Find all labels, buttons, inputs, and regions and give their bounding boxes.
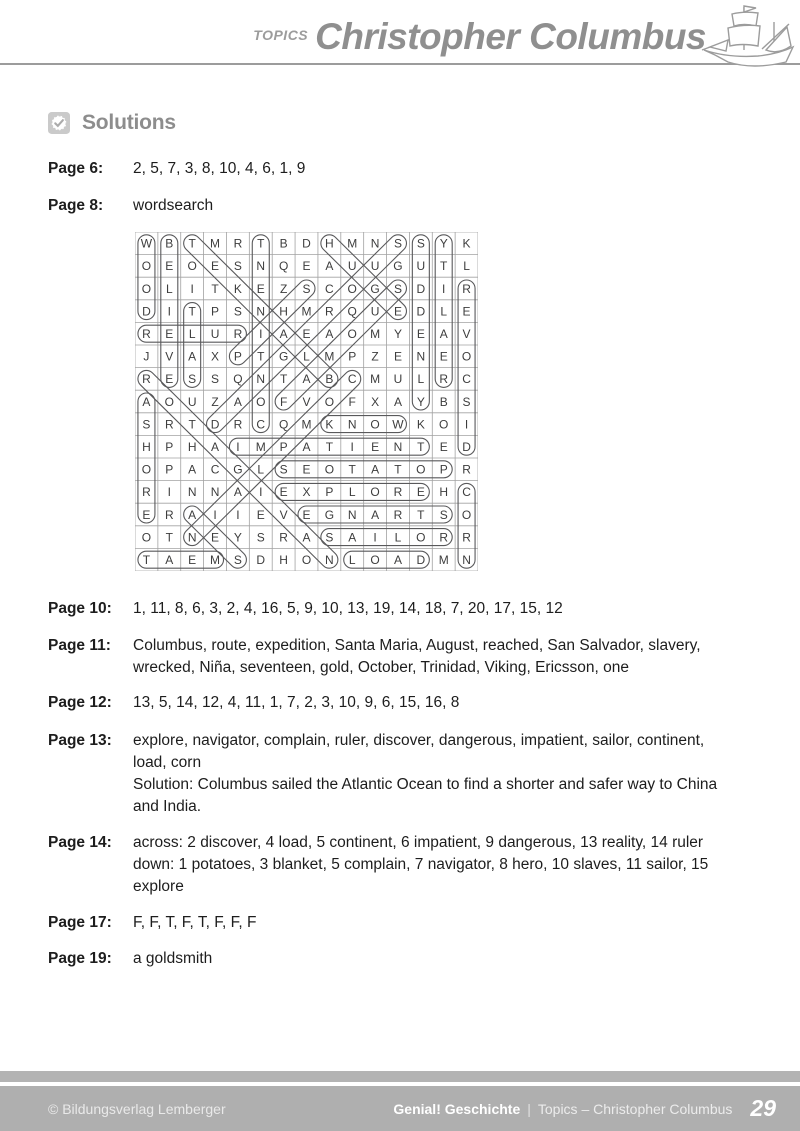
svg-text:C: C	[462, 485, 471, 500]
svg-text:I: I	[350, 440, 354, 454]
entry-page-label: Page 12:	[48, 694, 112, 711]
svg-text:L: L	[417, 372, 425, 387]
svg-text:P: P	[325, 485, 334, 500]
svg-text:T: T	[417, 507, 425, 522]
svg-text:N: N	[187, 530, 197, 545]
svg-text:O: O	[141, 462, 152, 477]
svg-text:O: O	[370, 553, 380, 567]
svg-text:T: T	[142, 553, 151, 567]
svg-text:T: T	[394, 462, 402, 477]
svg-text:S: S	[302, 281, 311, 296]
svg-text:B: B	[165, 236, 174, 251]
svg-text:X: X	[302, 485, 311, 500]
svg-text:E: E	[165, 327, 174, 341]
svg-text:T: T	[440, 259, 448, 274]
svg-text:K: K	[416, 417, 425, 432]
svg-text:N: N	[256, 304, 266, 319]
svg-text:T: T	[417, 440, 425, 454]
svg-text:I: I	[442, 281, 446, 296]
svg-text:S: S	[439, 507, 448, 522]
entry-text: explore, navigator, complain, ruler, discover, dangerous, impatient, sailor, continent, load, corn Solution: Columbus sailed the Atlantic Ocean to find a shorter and safer way to China and India.	[133, 732, 718, 815]
svg-text:M: M	[301, 417, 312, 432]
svg-text:O: O	[141, 530, 152, 545]
svg-text:E: E	[256, 507, 265, 522]
svg-text:O: O	[347, 281, 357, 296]
svg-text:S: S	[325, 530, 334, 545]
svg-text:O: O	[347, 327, 357, 341]
svg-text:U: U	[370, 304, 380, 319]
svg-text:M: M	[301, 304, 312, 319]
svg-text:O: O	[256, 394, 266, 409]
svg-text:F: F	[279, 394, 288, 409]
footer-strip	[0, 1071, 800, 1082]
svg-text:A: A	[233, 485, 242, 500]
header-rule	[0, 63, 800, 65]
svg-text:I: I	[464, 417, 469, 432]
svg-text:H: H	[279, 553, 288, 567]
svg-text:S: S	[393, 236, 402, 251]
svg-text:T: T	[279, 372, 288, 387]
svg-text:L: L	[440, 304, 448, 319]
page-number: 29	[750, 1095, 776, 1121]
svg-text:O: O	[324, 394, 335, 409]
svg-text:N: N	[347, 417, 357, 432]
svg-text:R: R	[164, 417, 174, 432]
svg-text:E: E	[302, 327, 311, 341]
footer-band	[0, 1086, 800, 1131]
svg-text:T: T	[325, 440, 334, 454]
svg-text:A: A	[142, 394, 151, 409]
svg-text:E: E	[416, 485, 425, 500]
svg-text:I: I	[373, 530, 377, 545]
svg-text:A: A	[302, 530, 311, 545]
svg-text:E: E	[393, 304, 402, 319]
svg-text:U: U	[393, 372, 403, 387]
svg-text:A: A	[439, 327, 448, 341]
svg-text:G: G	[278, 349, 289, 364]
svg-text:A: A	[233, 394, 242, 409]
svg-text:E: E	[439, 349, 448, 364]
svg-text:D: D	[462, 440, 471, 454]
svg-text:V: V	[165, 349, 174, 364]
svg-text:L: L	[348, 485, 356, 500]
svg-text:Y: Y	[393, 327, 402, 341]
svg-text:U: U	[347, 259, 357, 274]
svg-text:S: S	[142, 417, 151, 432]
svg-text:E: E	[256, 281, 265, 296]
entry-page-label: Page 11:	[48, 637, 111, 654]
svg-text:O: O	[439, 417, 449, 432]
svg-text:Q: Q	[347, 304, 357, 319]
svg-text:K: K	[233, 281, 242, 296]
svg-text:S: S	[233, 259, 242, 274]
svg-text:S: S	[279, 462, 288, 477]
svg-text:T: T	[188, 304, 196, 319]
svg-text:O: O	[461, 507, 472, 522]
svg-text:O: O	[301, 553, 312, 567]
svg-text:H: H	[279, 304, 288, 319]
svg-text:T: T	[348, 462, 356, 477]
svg-text:M: M	[210, 236, 221, 251]
svg-text:C: C	[210, 462, 220, 477]
svg-text:M: M	[438, 553, 449, 567]
svg-text:S: S	[393, 281, 402, 296]
svg-text:Q: Q	[278, 259, 289, 274]
svg-text:N: N	[187, 485, 197, 500]
svg-text:D: D	[142, 304, 151, 319]
svg-text:X: X	[371, 394, 380, 409]
svg-text:M: M	[324, 349, 335, 364]
svg-text:R: R	[393, 485, 403, 500]
svg-text:N: N	[393, 440, 403, 454]
footer-separator: |	[527, 1100, 531, 1117]
svg-text:O: O	[461, 349, 472, 364]
svg-text:Y: Y	[233, 530, 242, 545]
svg-text:O: O	[141, 259, 152, 274]
svg-text:E: E	[439, 440, 448, 454]
entry-text: F, F, T, F, T, F, F, F	[133, 914, 257, 931]
svg-text:M: M	[370, 372, 381, 387]
svg-text:U: U	[416, 259, 426, 274]
svg-text:E: E	[462, 304, 471, 319]
svg-text:R: R	[462, 530, 471, 545]
svg-text:P: P	[165, 462, 174, 477]
entry-page-label: Page 10:	[48, 600, 112, 617]
svg-text:A: A	[165, 553, 174, 567]
svg-text:O: O	[370, 485, 380, 500]
svg-text:A: A	[302, 372, 311, 387]
svg-text:U: U	[370, 259, 380, 274]
svg-text:I: I	[190, 281, 194, 296]
entry-text: across: 2 discover, 4 load, 5 continent, 6 impatient, 9 dangerous, 13 reality, 14 ruler down: 1 potatoes, 3 blanket, 5 complain, 7 navigator, 8 hero, 10 slaves, 11 sailor, 15 explore	[133, 834, 709, 895]
svg-text:N: N	[256, 259, 266, 274]
footer-topic: Topics – Christopher Columbus	[537, 1100, 733, 1117]
svg-text:E: E	[302, 462, 311, 477]
svg-text:R: R	[164, 507, 174, 522]
svg-text:S: S	[256, 530, 265, 545]
svg-text:R: R	[142, 372, 151, 387]
svg-text:V: V	[462, 327, 471, 341]
svg-text:G: G	[370, 281, 380, 296]
svg-text:O: O	[164, 394, 174, 409]
entry-text: wordsearch	[133, 197, 214, 214]
svg-text:H: H	[439, 485, 449, 500]
svg-text:E: E	[393, 349, 402, 364]
header-title-wrap	[0, 16, 706, 58]
entry-text: a goldsmith	[133, 950, 213, 967]
svg-text:R: R	[142, 485, 151, 500]
svg-text:R: R	[393, 507, 403, 522]
svg-text:L: L	[463, 259, 470, 274]
svg-text:C: C	[462, 372, 471, 387]
entry-page-label: Page 19:	[48, 950, 112, 967]
svg-text:O: O	[187, 259, 197, 274]
svg-text:A: A	[302, 440, 311, 454]
svg-text:T: T	[257, 349, 265, 364]
svg-text:N: N	[325, 553, 334, 567]
svg-text:R: R	[233, 327, 243, 341]
svg-text:Y: Y	[416, 394, 425, 409]
svg-text:T: T	[211, 281, 219, 296]
svg-text:N: N	[462, 553, 471, 567]
svg-text:A: A	[279, 327, 288, 341]
svg-text:P: P	[439, 462, 448, 477]
svg-text:L: L	[188, 327, 196, 341]
svg-text:K: K	[462, 236, 471, 251]
svg-text:D: D	[416, 553, 426, 567]
svg-text:E: E	[279, 485, 288, 500]
svg-text:A: A	[393, 553, 402, 567]
svg-text:O: O	[141, 281, 152, 296]
svg-text:K: K	[325, 417, 334, 432]
svg-text:M: M	[255, 440, 266, 454]
svg-text:N: N	[347, 507, 357, 522]
svg-text:B: B	[325, 372, 334, 387]
sailing-ship-icon	[698, 2, 799, 74]
svg-text:N: N	[370, 236, 380, 251]
svg-text:E: E	[302, 507, 311, 522]
svg-text:S: S	[416, 236, 425, 251]
svg-text:P: P	[348, 349, 357, 364]
svg-text:T: T	[257, 236, 265, 251]
svg-text:X: X	[211, 349, 220, 364]
svg-text:Q: Q	[233, 372, 243, 387]
svg-text:L: L	[348, 553, 356, 567]
svg-text:A: A	[188, 462, 197, 477]
svg-text:F: F	[348, 394, 356, 409]
svg-text:E: E	[302, 259, 311, 274]
svg-text:R: R	[439, 530, 449, 545]
svg-text:U: U	[187, 394, 197, 409]
svg-text:L: L	[257, 462, 265, 477]
svg-text:A: A	[188, 507, 197, 522]
svg-text:Z: Z	[371, 349, 379, 364]
footer-right	[393, 1095, 776, 1122]
svg-text:I: I	[259, 327, 263, 341]
svg-text:G: G	[393, 259, 403, 274]
svg-text:M: M	[210, 553, 221, 567]
svg-text:S: S	[188, 372, 197, 387]
svg-text:H: H	[325, 236, 334, 251]
svg-text:O: O	[370, 417, 380, 432]
svg-text:Z: Z	[279, 281, 288, 296]
svg-text:H: H	[142, 440, 151, 454]
svg-text:V: V	[302, 394, 311, 409]
solutions-heading-label: Solutions	[82, 111, 176, 134]
topics-label: TOPICS	[253, 27, 309, 43]
entry-text: Columbus, route, expedition, Santa Maria, August, reached, San Salvador, slavery, wrecked, Niña, seventeen, gold, October, Trinidad, Viking, Ericsson, one	[133, 637, 701, 676]
svg-text:D: D	[416, 304, 426, 319]
svg-text:A: A	[348, 530, 357, 545]
svg-text:U: U	[210, 327, 220, 341]
solutions-heading	[48, 111, 176, 135]
entry-page-label: Page 14:	[48, 834, 112, 851]
svg-text:Z: Z	[211, 394, 219, 409]
svg-text:A: A	[371, 462, 380, 477]
entry-page-label: Page 13:	[48, 732, 112, 749]
svg-text:H: H	[187, 440, 197, 454]
svg-text:I: I	[167, 304, 171, 319]
svg-text:A: A	[371, 507, 380, 522]
svg-text:E: E	[416, 327, 425, 341]
svg-text:I: I	[213, 507, 217, 522]
svg-text:M: M	[347, 236, 358, 251]
svg-text:E: E	[211, 259, 220, 274]
svg-text:I: I	[236, 440, 240, 454]
copyright-text: © Bildungsverlag Lemberger	[48, 1100, 226, 1117]
svg-text:N: N	[210, 485, 220, 500]
svg-text:C: C	[325, 281, 334, 296]
entry-page-label: Page 17:	[48, 914, 112, 931]
svg-text:B: B	[279, 236, 288, 251]
entry-text: 2, 5, 7, 3, 8, 10, 4, 6, 1, 9	[133, 160, 306, 177]
svg-text:M: M	[370, 327, 381, 341]
series-title: Genial! Geschichte	[393, 1100, 521, 1117]
svg-text:S: S	[233, 553, 242, 567]
svg-text:R: R	[325, 304, 334, 319]
svg-text:P: P	[279, 440, 288, 454]
entry-text: 13, 5, 14, 12, 4, 11, 1, 7, 2, 3, 10, 9, 6, 15, 16, 8	[133, 694, 460, 711]
svg-text:Q: Q	[278, 417, 289, 432]
svg-text:S: S	[233, 304, 242, 319]
svg-text:A: A	[211, 440, 220, 454]
svg-text:E: E	[188, 553, 197, 567]
svg-text:O: O	[416, 530, 426, 545]
svg-text:N: N	[416, 349, 426, 364]
svg-text:O: O	[324, 462, 335, 477]
entry-page-label: Page 6:	[48, 160, 104, 177]
svg-text:E: E	[165, 372, 174, 387]
svg-text:C: C	[256, 417, 266, 432]
svg-text:R: R	[462, 462, 471, 477]
svg-text:L: L	[165, 281, 173, 296]
svg-text:E: E	[142, 507, 151, 522]
svg-text:T: T	[188, 236, 196, 251]
svg-text:Y: Y	[439, 236, 448, 251]
svg-text:P: P	[233, 349, 242, 364]
svg-text:S: S	[462, 394, 471, 409]
svg-text:D: D	[210, 417, 220, 432]
svg-text:T: T	[165, 530, 173, 545]
svg-text:A: A	[393, 394, 402, 409]
svg-text:V: V	[279, 507, 288, 522]
svg-text:J: J	[143, 349, 150, 364]
svg-text:R: R	[233, 236, 243, 251]
svg-text:I: I	[259, 485, 263, 500]
svg-text:E: E	[211, 530, 220, 545]
svg-text:I: I	[236, 507, 240, 522]
svg-text:R: R	[142, 327, 151, 341]
svg-text:G: G	[233, 462, 243, 477]
svg-text:R: R	[462, 281, 471, 296]
check-badge-icon	[48, 112, 70, 134]
svg-text:G: G	[324, 507, 335, 522]
svg-text:E: E	[371, 440, 380, 454]
svg-text:P: P	[211, 304, 220, 319]
entry-page-label: Page 8:	[48, 197, 104, 214]
svg-text:N: N	[256, 372, 266, 387]
svg-text:R: R	[279, 530, 288, 545]
svg-text:A: A	[325, 327, 334, 341]
svg-text:O: O	[416, 462, 426, 477]
svg-text:D: D	[416, 281, 426, 296]
svg-text:A: A	[325, 259, 334, 274]
svg-text:S: S	[211, 372, 220, 387]
svg-text:I: I	[167, 485, 171, 500]
svg-text:R: R	[439, 372, 449, 387]
svg-text:W: W	[392, 417, 404, 432]
svg-text:L: L	[303, 349, 310, 364]
svg-text:W: W	[140, 236, 153, 251]
svg-text:E: E	[165, 259, 174, 274]
svg-text:R: R	[233, 417, 243, 432]
wordsearch-grid	[135, 232, 478, 571]
svg-text:P: P	[165, 440, 174, 454]
svg-text:B: B	[439, 394, 448, 409]
svg-text:A: A	[188, 349, 197, 364]
svg-text:D: D	[256, 553, 266, 567]
page-title: Christopher Columbus	[315, 16, 706, 57]
svg-text:L: L	[394, 530, 402, 545]
svg-text:D: D	[302, 236, 311, 251]
svg-text:C: C	[347, 372, 357, 387]
svg-text:T: T	[188, 417, 196, 432]
entry-text: 1, 11, 8, 6, 3, 2, 4, 16, 5, 9, 10, 13, 19, 14, 18, 7, 20, 17, 15, 12	[133, 600, 563, 617]
